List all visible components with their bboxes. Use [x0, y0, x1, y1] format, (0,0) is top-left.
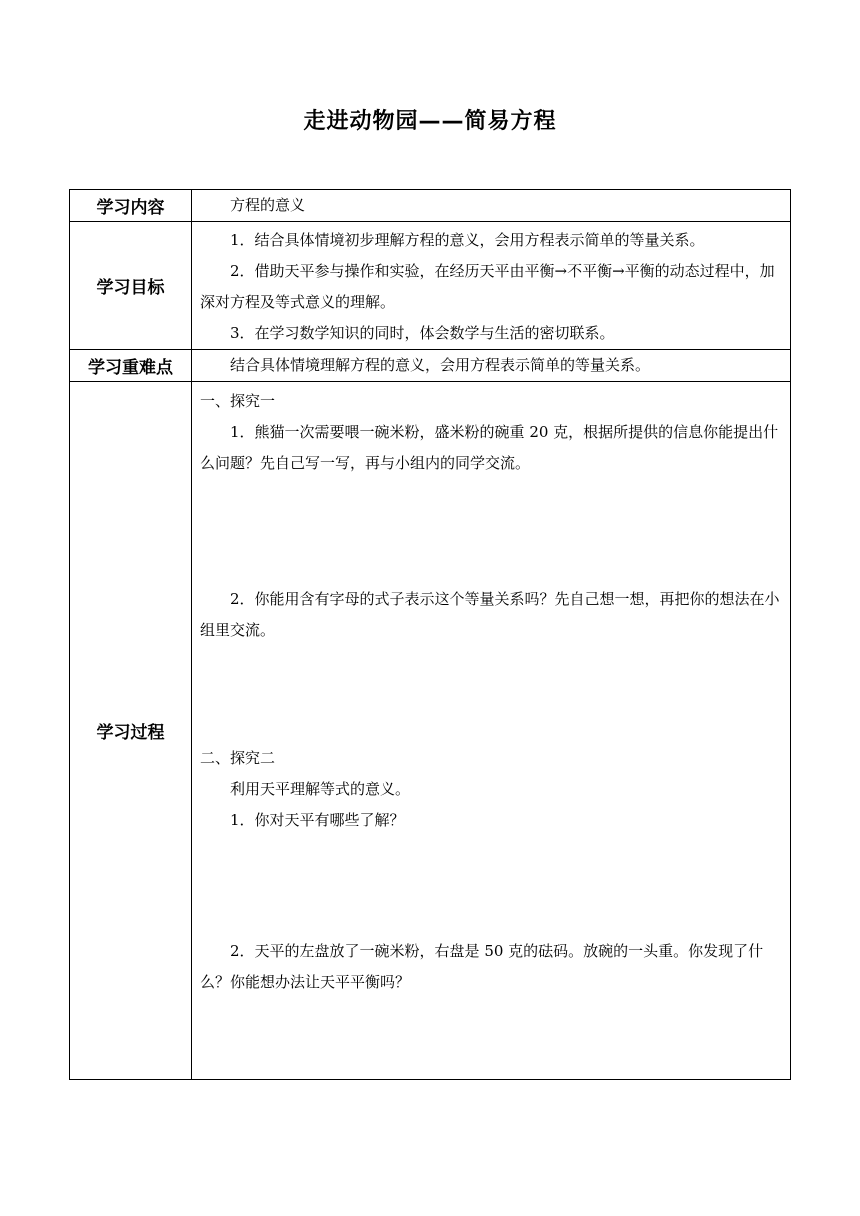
answer-space: [200, 646, 782, 743]
goal-item-1: 1．结合具体情境初步理解方程的意义，会用方程表示简单的等量关系。: [230, 231, 705, 249]
section2-question-1: 1．你对天平有哪些了解？: [230, 811, 405, 829]
goal-item-3: 3．在学习数学知识的同时，体会数学与生活的密切联系。: [230, 324, 615, 342]
section2-heading: 二、探究二: [200, 749, 276, 767]
row-study-goals: [70, 222, 791, 350]
row-study-process: [70, 382, 791, 1080]
key-points-text: 结合具体情境理解方程的意义，会用方程表示简单的等量关系。: [230, 356, 651, 374]
section2-intro: 利用天平理解等式的意义。: [230, 780, 411, 798]
study-content-cell: [192, 190, 791, 222]
answer-space: [200, 836, 782, 936]
key-points-cell: [192, 350, 791, 382]
answer-space: [200, 479, 782, 584]
study-goals-cell: [192, 222, 791, 350]
document-title: 走进动物园——简易方程: [303, 109, 557, 134]
section1-question-2: 2．你能用含有字母的式子表示这个等量关系吗？先自己想一想，再把你的想法在小组里交流。: [200, 590, 780, 639]
section1-heading: 一、探究一: [200, 392, 276, 410]
row-study-content: [70, 190, 791, 222]
study-process-label: 学习过程: [70, 382, 192, 1080]
section2-question-2: 2．天平的左盘放了一碗米粉，右盘是 50 克的砝码。放碗的一头重。你发现了什么？你能想办法让天平平衡吗？: [200, 942, 764, 991]
study-content-text: 方程的意义: [230, 196, 306, 214]
study-goals-label: 学习目标: [70, 222, 192, 350]
goal-item-2: 2．借助天平参与操作和实验，在经历天平由平衡→不平衡→平衡的动态过程中，加深对方程及等式意义的理解。: [200, 262, 775, 311]
study-process-cell: [192, 382, 791, 1080]
key-points-label: 学习重难点: [70, 350, 192, 382]
study-plan-table: [69, 189, 791, 1080]
study-content-label: 学习内容: [70, 190, 192, 222]
section1-question-1: 1．熊猫一次需要喂一碗米粉，盛米粉的碗重 20 克，根据所提供的信息你能提出什么问题？先自己写一写，再与小组内的同学交流。: [200, 423, 779, 472]
row-key-points: [70, 350, 791, 382]
